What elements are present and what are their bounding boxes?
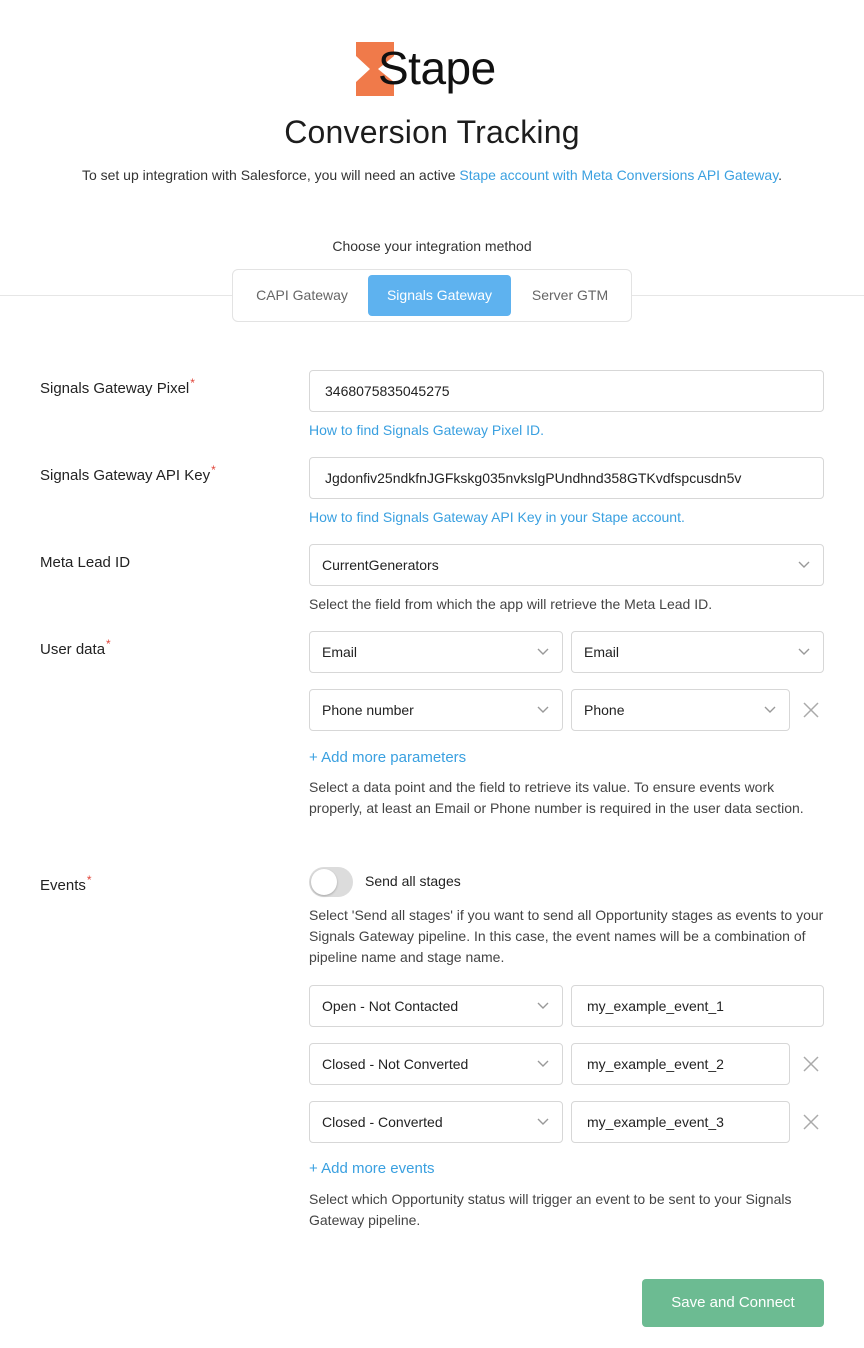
- chevron-down-icon: [797, 559, 811, 569]
- method-tabs: [232, 269, 632, 322]
- lead-id-label: Meta Lead ID: [40, 554, 131, 571]
- toggle-knob: [311, 869, 337, 895]
- event-name-input[interactable]: my_example_event_3: [571, 1101, 790, 1143]
- tab-server-gtm[interactable]: Server GTM: [531, 287, 609, 303]
- chevron-down-icon: [536, 1000, 550, 1010]
- api-key-label: Signals Gateway API Key*: [40, 463, 216, 484]
- send-all-stages-toggle[interactable]: [309, 867, 353, 897]
- chevron-down-icon: [536, 1116, 550, 1126]
- chevron-down-icon: [536, 646, 550, 656]
- pixel-label: Signals Gateway Pixel*: [40, 376, 195, 397]
- api-key-help-link[interactable]: How to find Signals Gateway API Key in your Stape account.: [309, 509, 685, 525]
- chevron-down-icon: [536, 1058, 550, 1068]
- save-and-connect-button[interactable]: Save and Connect: [642, 1279, 824, 1327]
- lead-id-help: Select the field from which the app will retrieve the Meta Lead ID.: [309, 596, 713, 612]
- pixel-help-link[interactable]: How to find Signals Gateway Pixel ID.: [309, 422, 544, 438]
- remove-row-close-icon[interactable]: [801, 700, 821, 720]
- user-data-point-select[interactable]: Email: [309, 631, 563, 673]
- intro-text: To set up integration with Salesforce, you will need an active Stape account with Meta Conversions API Gateway.: [81, 167, 783, 183]
- tab-capi-gateway[interactable]: CAPI Gateway: [256, 287, 348, 303]
- lead-id-select[interactable]: CurrentGenerators: [309, 544, 824, 586]
- user-data-label: User data*: [40, 637, 111, 658]
- events-help: Select which Opportunity status will trigger an event to be sent to your Signals Gateway pipeline.: [309, 1191, 792, 1228]
- event-name-input[interactable]: my_example_event_2: [571, 1043, 790, 1085]
- tab-signals-gateway[interactable]: Signals Gateway: [368, 275, 511, 316]
- events-toggle-help: Select 'Send all stages' if you want to send all Opportunity stages as events to your Signals Gateway pipeline. In this case, the event names will be a combination of pipeline name and stage name.: [309, 907, 824, 965]
- event-name-input[interactable]: my_example_event_1: [571, 985, 824, 1027]
- events-label: Events*: [40, 873, 92, 894]
- brand-name: Stape: [378, 42, 496, 94]
- event-stage-select[interactable]: Closed - Converted: [309, 1101, 563, 1143]
- chevron-down-icon: [797, 646, 811, 656]
- user-data-help: Select a data point and the field to retrieve its value. To ensure events work properly, at least an Email or Phone number is required in the user data section.: [309, 779, 804, 816]
- stape-account-link[interactable]: Stape account with Meta Conversions API Gateway: [459, 167, 779, 183]
- method-prompt: Choose your integration method: [332, 238, 532, 254]
- send-all-stages-label: Send all stages: [365, 873, 461, 889]
- event-stage-select[interactable]: Open - Not Contacted: [309, 985, 563, 1027]
- user-data-field-select[interactable]: Phone: [571, 689, 790, 731]
- add-events-link[interactable]: + Add more events: [309, 1160, 435, 1177]
- user-data-point-select[interactable]: Phone number: [309, 689, 563, 731]
- chevron-down-icon: [536, 704, 550, 714]
- page-title: Conversion Tracking: [284, 114, 580, 150]
- chevron-down-icon: [763, 704, 777, 714]
- user-data-field-select[interactable]: Email: [571, 631, 824, 673]
- remove-event-close-icon[interactable]: [801, 1054, 821, 1074]
- stape-logo: [356, 40, 516, 104]
- event-stage-select[interactable]: Closed - Not Converted: [309, 1043, 563, 1085]
- api-key-input[interactable]: Jgdonfiv25ndkfnJGFkskg035nvkslgPUndhnd358GTKvdfspcusdn5v: [309, 457, 824, 499]
- pixel-input[interactable]: 3468075835045275: [309, 370, 824, 412]
- add-parameters-link[interactable]: + Add more parameters: [309, 749, 467, 766]
- remove-event-close-icon[interactable]: [801, 1112, 821, 1132]
